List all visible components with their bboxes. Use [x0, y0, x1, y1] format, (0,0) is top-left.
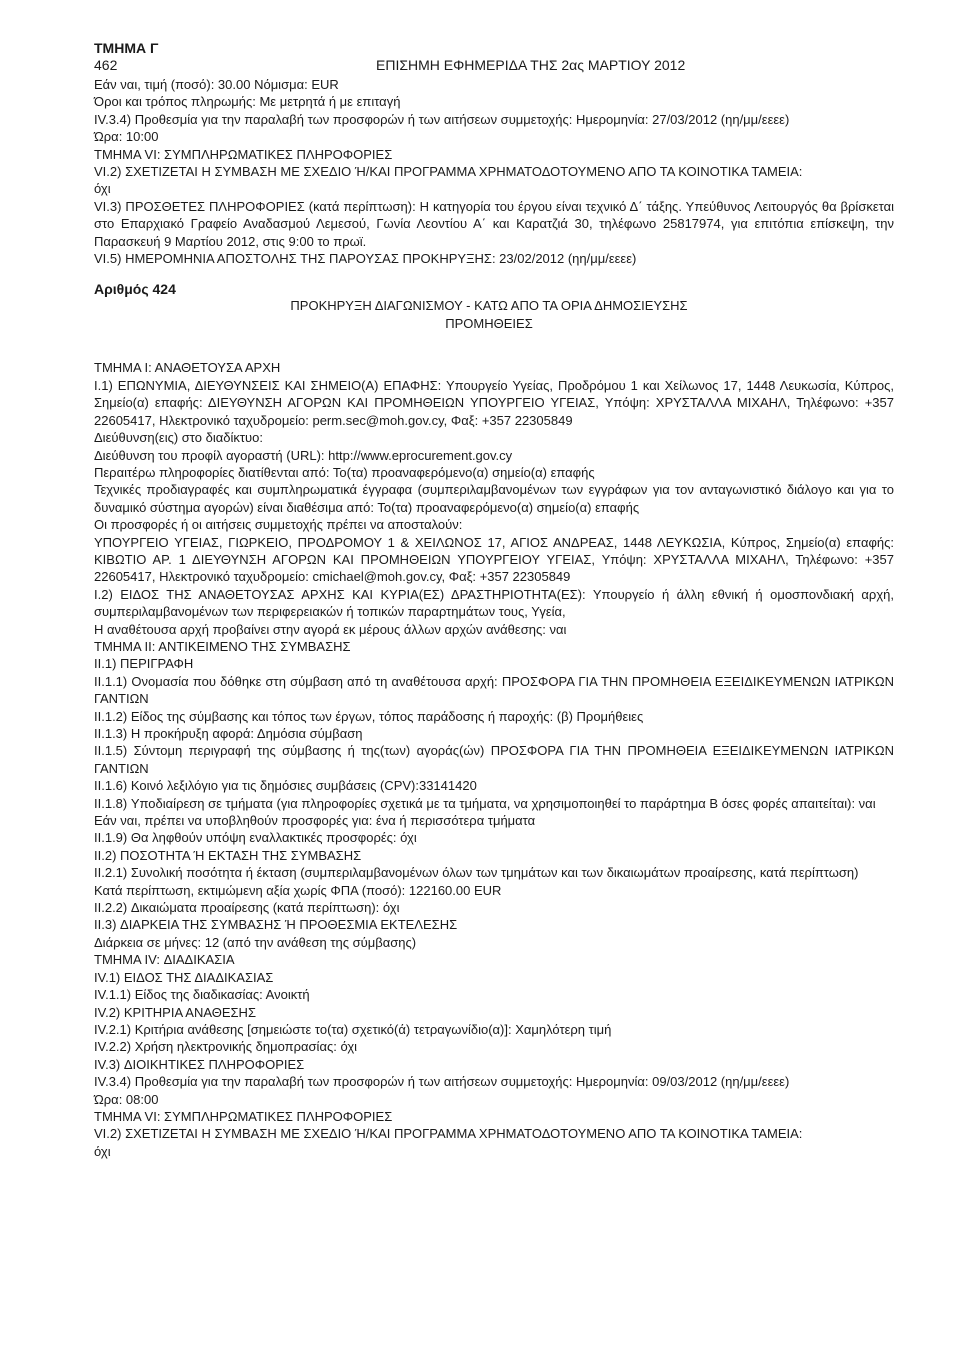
vi3-paragraph: VI.3) ΠΡΟΣΘΕΤΕΣ ΠΛΗΡΟΦΟΡΙΕΣ (κατά περίπτωση): Η κατηγορία του έργου είναι τεχνικό Δ΄ τάξης. Υπεύθυνος Λειτουργός θα βρίσκεται στο Επαρχιακό Γραφείο Αναδασμού Λεμεσού, Γωνία Λεοντίου Α΄ και Καρατζιά 30, τηλέφωνο 25817974, για επιτόπια επίσκεψη, την Παρασκευή 9 Μαρτίου 2012, στις 9:00 το πρωϊ. — [94, 198, 894, 249]
notice-title-line-2: ΠΡΟΜΗΘΕΙΕΣ — [445, 315, 533, 331]
iv11-line: IV.1.1) Είδος της διαδικασίας: Ανοικτή — [94, 987, 310, 1003]
payment-line: Όροι και τρόπος πληρωμής: Με μετρητά ή με επιταγή — [94, 94, 401, 110]
notice-title — [254, 297, 724, 332]
vi2-line-2: VI.2) ΣΧΕΤΙΖΕΤΑΙ Η ΣΥΜΒΑΣΗ ΜΕ ΣΧΕΔΙΟ Ή/ΚΑΙ ΠΡΟΓΡΑΜΜΑ ΧΡΗΜΑΤΟΔΟΤΟΥΜΕΝΟ ΑΠΟ ΤΑ ΚΟΙΝΟΤΙΚΑ ΤΑΜΕΙΑ: — [94, 1126, 803, 1142]
ii21-value-line: Κατά περίπτωση, εκτιμώμενη αξία χωρίς ΦΠΑ (ποσό): 122160.00 EUR — [94, 882, 502, 898]
section-iv-heading: ΤΜΗΜΑ IV: ΔΙΑΔΙΚΑΣΙΑ — [94, 952, 235, 968]
ii2-heading: II.2) ΠΟΣΟΤΗΤΑ Ή ΕΚΤΑΣΗ ΤΗΣ ΣΥΜΒΑΣΗΣ — [94, 847, 362, 863]
section-vi-heading-2: ΤΜΗΜΑ VI: ΣΥΜΠΛΗΡΩΜΑΤΙΚΕΣ ΠΛΗΡΟΦΟΡΙΕΣ — [94, 1108, 393, 1124]
vi2-line: VI.2) ΣΧΕΤΙΖΕΤΑΙ Η ΣΥΜΒΑΣΗ ΜΕ ΣΧΕΔΙΟ Ή/ΚΑΙ ΠΡΟΓΡΑΜΜΑ ΧΡΗΜΑΤΟΔΟΤΟΥΜΕΝΟ ΑΠΟ ΤΑ ΚΟΙΝΟΤΙΚΑ ΤΑΜΕΙΑ: — [94, 164, 803, 180]
page-number: 462 — [94, 57, 118, 73]
document-page — [94, 40, 894, 1160]
ii21-paragraph: II.2.1) Συνολική ποσότητα ή έκταση (συμπεριλαμβανομένων όλων των τμημάτων και των δικαιωμάτων προαίρεσης, κατά περίπτωση) — [94, 865, 859, 881]
iv21-line: IV.2.1) Κριτήρια ανάθεσης [σημειώστε το(τα) σχετικό(ά) τετραγωνίδιο(α)]: Χαμηλότερη τιμή — [94, 1021, 612, 1037]
offers-paragraph: ΥΠΟΥΡΓΕΙΟ ΥΓΕΙΑΣ, ΓΙΩΡΚΕΙΟ, ΠΡΟΔΡΟΜΟΥ 1 & ΧΕΙΛΩΝΟΣ 17, ΑΓΙΟΣ ΑΝΔΡΕΑΣ, 1448 ΛΕΥΚΩΣΙΑ, Κύπρος, Σημείο(α) επαφής: ΚΙΒΩΤΙΟ ΑΡ. 1 ΔΙΕΥΘΥΝΣΗ ΑΓΟΡΩΝ ΚΑΙ ΠΡΟΜΗΘΕΙΩΝ ΥΠΟΥΡΓΕΙΟΥ ΥΓΕΙΑΣ, Υπόψη: ΧΡΥΣΤΑΛΛΑ ΜΙΧΑΗΛ, Τηλέφωνο: +357 22605417, Ηλεκτρονικό ταχυδρομείο: cmichael@moh.gov.cy, Φαξ: +357 22305849 — [94, 534, 894, 585]
deadline-time: Ώρα: 10:00 — [94, 129, 159, 145]
ii16-line: II.1.6) Κοινό λεξιλόγιο για τις δημόσιες συμβάσεις (CPV):33141420 — [94, 778, 477, 794]
ii18-paragraph: II.1.8) Υποδιαίρεση σε τμήματα (για πληροφορίες σχετικά με τα τμήματα, να χρησιμοποιηθεί το παράρτημα Β όσες φορές απαιτείται): ναι — [94, 795, 876, 811]
i2-behalf-line: Η αναθέτουσα αρχή προβαίνει στην αγορά εκ μέρους άλλων αρχών ανάθεσης: ναι — [94, 621, 567, 637]
iv1-heading: IV.1) ΕΙΔΟΣ ΤΗΣ ΔΙΑΔΙΚΑΣΙΑΣ — [94, 969, 274, 985]
running-title: ΕΠΙΣΗΜΗ ΕΦΗΜΕΡΙΔΑ ΤΗΣ 2ας ΜΑΡΤΙΟΥ 2012 — [376, 57, 686, 73]
i2-paragraph: I.2) ΕΙΔΟΣ ΤΗΣ ΑΝΑΘΕΤΟΥΣΑΣ ΑΡΧΗΣ ΚΑΙ ΚΥΡΙΑ(ΕΣ) ΔΡΑΣΤΗΡΙΟΤΗΤΑ(ΕΣ): Υπουργείο ή άλλη εθνική ή ομοσπονδιακή αρχή, συμπεριλαμβανομένων των περιφερειακών ή τοπικών παραρτημάτων τους, Υγεία, — [94, 586, 894, 620]
ii15-paragraph: II.1.5) Σύντομη περιγραφή της σύμβασης ή της(των) αγοράς(ών) ΠΡΟΣΦΟΡΑ ΓΙΑ ΤΗΝ ΠΡΟΜΗΘΕΙΑ ΕΞΕΙΔΙΚΕΥΜΕΝΩΝ ΙΑΤΡΙΚΩΝ ΓΑΝΤΙΩΝ — [94, 743, 894, 776]
notice-body — [94, 359, 894, 1160]
section-i-heading: ΤΜΗΜΑ Ι: ΑΝΑΘΕΤΟΥΣΑ ΑΡΧΗ — [94, 360, 281, 376]
ii18-lots-line: Εάν ναι, πρέπει να υποβληθούν προσφορές για: ένα ή περισσότερα τμήματα — [94, 813, 536, 829]
section-vi-heading: ΤΜΗΜΑ VI: ΣΥΜΠΛΗΡΩΜΑΤΙΚΕΣ ΠΛΗΡΟΦΟΡΙΕΣ — [94, 146, 393, 162]
notice-title-line-1: ΠΡΟΚΗΡΥΞΗ ΔΙΑΓΩΝΙΣΜΟΥ - ΚΑΤΩ ΑΠΟ ΤΑ ΟΡΙΑ ΔΗΜΟΣΙΕΥΣΗΣ — [290, 298, 688, 314]
page-header — [94, 40, 894, 74]
iv34-line: IV.3.4) Προθεσμία για την παραλαβή των προσφορών ή των αιτήσεων συμμετοχής: Ημερομηνία: 09/03/2012 (ηη/μμ/εεεε) — [94, 1074, 790, 1090]
deadline-line: IV.3.4) Προθεσμία για την παραλαβή των προσφορών ή των αιτήσεων συμμετοχής: Ημερομηνία: 27/03/2012 (ηη/μμ/εεεε) — [94, 111, 790, 127]
section-ii-heading: ΤΜΗΜΑ ΙΙ: ΑΝΤΙΚΕΙΜΕΝΟ ΤΗΣ ΣΥΜΒΑΣΗΣ — [94, 638, 351, 654]
vi5-line: VI.5) ΗΜΕΡΟΜΗΝΙΑ ΑΠΟΣΤΟΛΗΣ ΤΗΣ ΠΑΡΟΥΣΑΣ ΠΡΟΚΗΡΥΞΗΣ: 23/02/2012 (ηη/μμ/εεεε) — [94, 251, 637, 267]
fee-line: Εάν ναι, τιμή (ποσό): 30.00 Νόμισμα: EUR — [94, 77, 339, 92]
iv2-heading: IV.2) ΚΡΙΤΗΡΙΑ ΑΝΑΘΕΣΗΣ — [94, 1004, 256, 1020]
ii3-heading: II.3) ΔΙΑΡΚΕΙΑ ΤΗΣ ΣΥΜΒΑΣΗΣ Ή ΠΡΟΘΕΣΜΙΑ ΕΚΤΕΛΕΣΗΣ — [94, 917, 458, 933]
vi2-answer: όχι — [94, 181, 111, 197]
ii3-duration-line: Διάρκεια σε μήνες: 12 (από την ανάθεση της σύμβασης) — [94, 934, 417, 950]
i1-paragraph: I.1) ΕΠΩΝΥΜΙΑ, ΔΙΕΥΘΥΝΣΕΙΣ ΚΑΙ ΣΗΜΕΙΟ(Α) ΕΠΑΦΗΣ: Υπουργείο Υγείας, Προδρόμου 1 και Χείλωνος 17, 1448 Λευκωσία, Κύπρος, Σημείο(α) επαφής: ΔΙΕΥΘΥΝΣΗ ΑΓΟΡΩΝ ΚΑΙ ΠΡΟΜΗΘΕΙΩΝ ΥΠΟΥΡΓΕΙΟ ΥΓΕΙΑΣ, Υπόψη: ΧΡΥΣΤΑΛΛΑ ΜΙΧΑΗΛ, Τηλέφωνο: +357 22605417, Ηλεκτρονικό ταχυδρομείο: perm.sec@moh.gov.cy, Φαξ: +357 22305849 — [94, 377, 894, 428]
iv22-line: IV.2.2) Χρήση ηλεκτρονικής δημοπρασίας: όχι — [94, 1039, 358, 1055]
section-tag: ΤΜΗΜΑ Γ — [94, 40, 159, 56]
ii1-heading: II.1) ΠΕΡΙΓΡΑΦΗ — [94, 656, 194, 672]
previous-notice-tail — [94, 76, 894, 267]
offers-label: Οι προσφορές ή οι αιτήσεις συμμετοχής πρέπει να αποσταλούν: — [94, 517, 463, 533]
vi2-answer-2: όχι — [94, 1143, 111, 1159]
buyer-profile-url: Διεύθυνση του προφίλ αγοραστή (URL): http://www.eprocurement.gov.cy — [94, 447, 513, 463]
ii11-paragraph: II.1.1) Ονομασία που δόθηκε στη σύμβαση από τη αναθέτουσα αρχή: ΠΡΟΣΦΟΡΑ ΓΙΑ ΤΗΝ ΠΡΟΜΗΘΕΙΑ ΕΞΕΙΔΙΚΕΥΜΕΝΩΝ ΙΑΤΡΙΚΩΝ ΓΑΝΤΙΩΝ — [94, 673, 894, 707]
iv34-time-line: Ώρα: 08:00 — [94, 1091, 159, 1107]
iv3-heading: IV.3) ΔΙΟΙΚΗΤΙΚΕΣ ΠΛΗΡΟΦΟΡΙΕΣ — [94, 1056, 305, 1072]
notice-heading — [94, 281, 894, 359]
ii22-line: II.2.2) Δικαιώματα προαίρεσης (κατά περίπτωση): όχι — [94, 900, 400, 916]
ii19-line: II.1.9) Θα ληφθούν υπόψη εναλλακτικές προσφορές: όχι — [94, 830, 417, 846]
specs-paragraph: Τεχνικές προδιαγραφές και συμπληρωματικά έγγραφα (συμπεριλαμβανομένων των εγγράφων για τον ανταγωνιστικό διάλογο και για το δυναμικό σύστημα αγορών) είναι διαθέσιμα από: Το(τα) προαναφερόμενο(α) σημείο(α) επαφής — [94, 482, 894, 515]
ii13-line: II.1.3) Η προκήρυξη αφορά: Δημόσια σύμβαση — [94, 726, 363, 741]
more-info-line: Περαιτέρω πληροφορίες διατίθενται από: Το(τα) προαναφερόμενο(α) σημείο(α) επαφής — [94, 464, 595, 480]
web-label: Διεύθυνση(εις) στο διαδίκτυο: — [94, 430, 263, 446]
ii12-line: II.1.2) Είδος της σύμβασης και τόπος των έργων, τόπος παράδοσης ή παροχής: (β) Προμήθειες — [94, 708, 644, 724]
notice-number: Αριθμός 424 — [94, 281, 176, 298]
